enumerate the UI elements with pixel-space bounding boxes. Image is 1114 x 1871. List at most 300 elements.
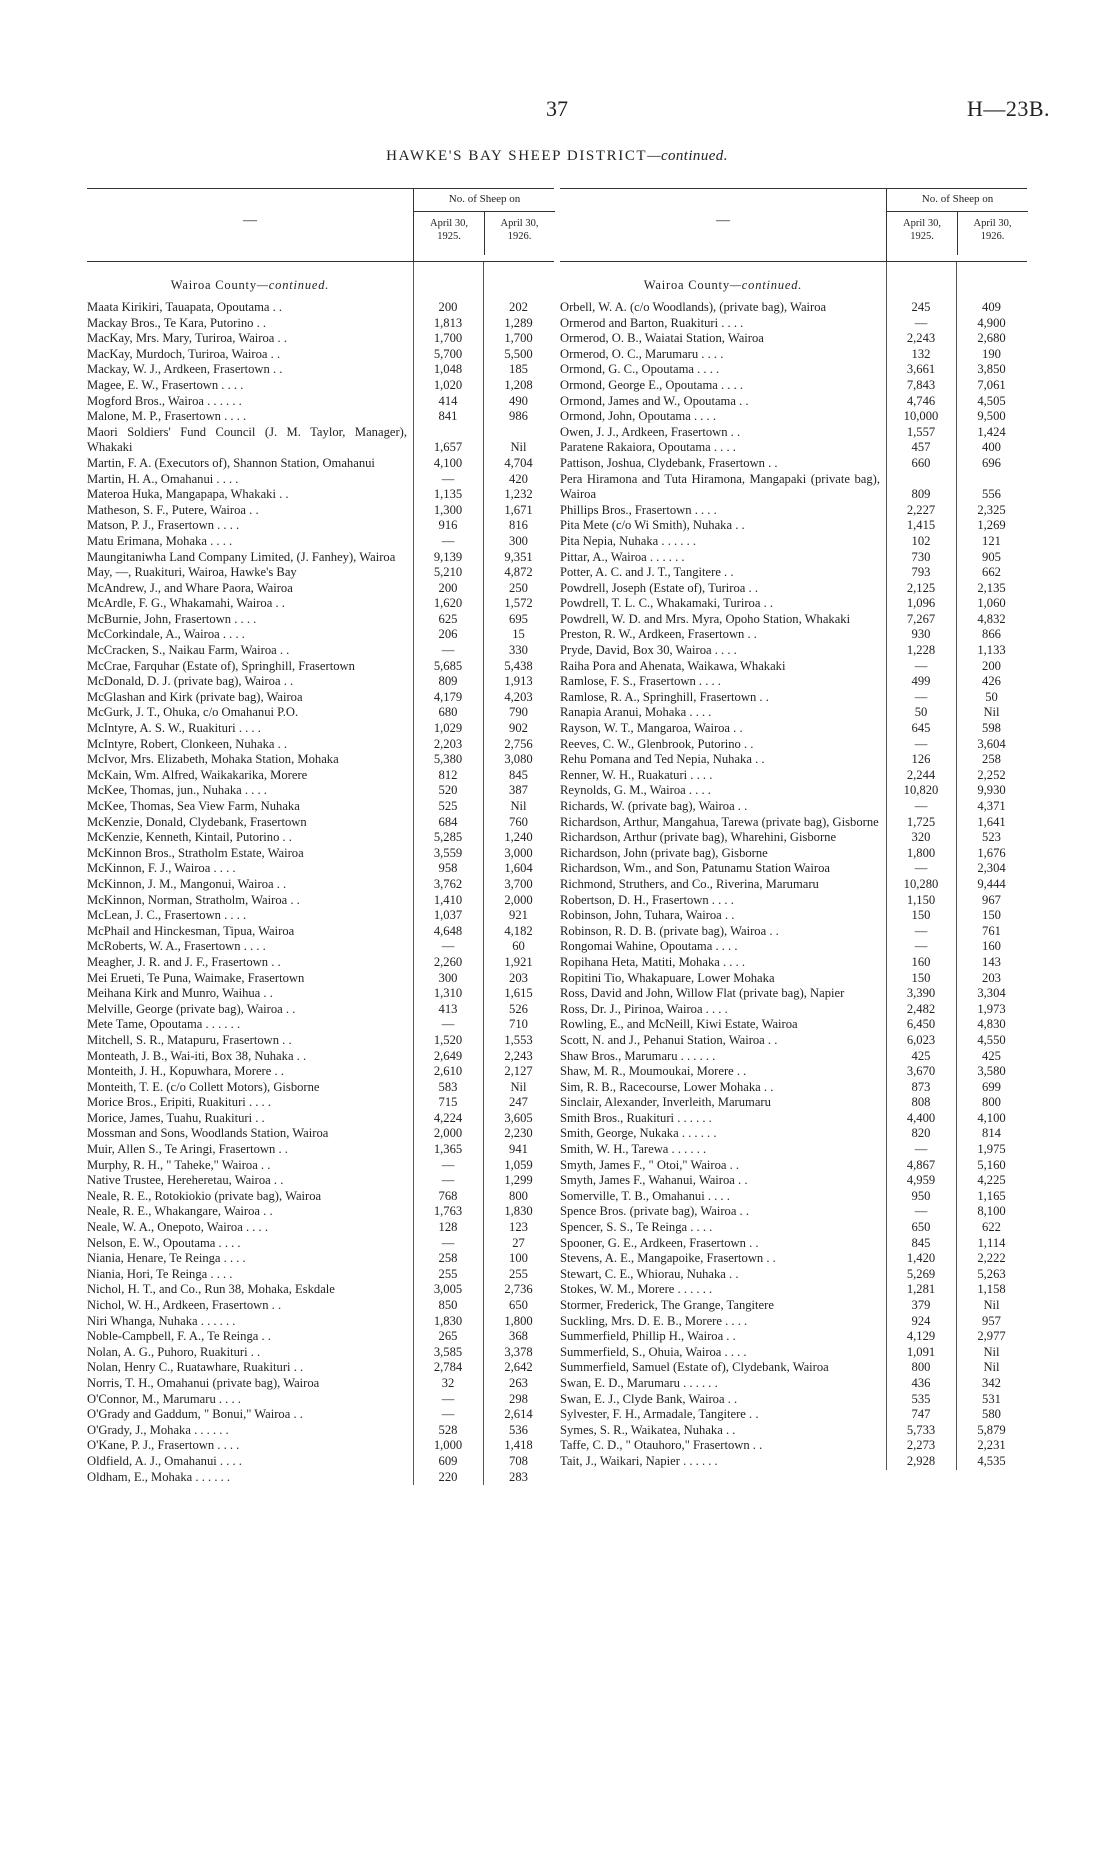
- header-name-column: —: [243, 213, 257, 228]
- sheep-1925-cell: 128: [438, 1220, 458, 1235]
- table-row: [87, 1017, 554, 1033]
- table-row: [87, 659, 554, 675]
- sheep-1925-cell: 5,380: [433, 752, 463, 767]
- sheep-1925-cell: 609: [438, 1453, 458, 1468]
- sheep-1926-cell: 4,872: [504, 565, 533, 580]
- sheep-1925-cell: —: [441, 1173, 455, 1188]
- sheep-1925-cell: 265: [438, 1329, 458, 1344]
- sheep-1925-cell: 2,243: [906, 331, 936, 346]
- sheep-1925-cell: 499: [911, 674, 931, 689]
- sheep-1925-cell: 2,649: [433, 1048, 463, 1063]
- sheep-1926-cell: 967: [982, 892, 1001, 907]
- table-row: [560, 721, 1027, 737]
- table-row: [87, 939, 554, 955]
- sheep-1926-cell: 1,700: [504, 331, 533, 346]
- table-row: [87, 550, 554, 566]
- owner-name-cell: McKenzie, Donald, Clydebank, Frasertown: [87, 814, 307, 829]
- sheep-1925-cell: 255: [438, 1266, 458, 1281]
- sheep-1926-cell: 298: [509, 1391, 528, 1406]
- table-row: [560, 425, 1027, 441]
- sheep-1926-cell: 2,230: [504, 1126, 533, 1141]
- table-body: [87, 262, 554, 1485]
- header-name-column: —: [716, 213, 730, 228]
- table-row: [87, 705, 554, 721]
- sheep-1926-cell: 921: [509, 908, 528, 923]
- sheep-1925-cell: —: [441, 939, 455, 954]
- sheep-1925-cell: 3,559: [433, 845, 463, 860]
- sheep-1926-cell: 1,289: [504, 315, 533, 330]
- sheep-1925-cell: —: [441, 1407, 455, 1422]
- sheep-1926-cell: 4,830: [977, 1017, 1006, 1032]
- header-group-title: No. of Sheep on: [448, 193, 521, 205]
- owner-name-cell: Oldfield, A. J., Omahanui . . . .: [87, 1453, 242, 1468]
- sheep-1925-cell: 4,959: [906, 1173, 936, 1188]
- sheep-1925-cell: 924: [911, 1313, 931, 1328]
- sheep-1925-cell: —: [441, 643, 455, 658]
- table-row: [87, 1345, 554, 1361]
- owner-name-cell: Martin, H. A., Omahanui . . . .: [87, 471, 239, 486]
- sheep-1925-cell: 1,830: [433, 1313, 463, 1328]
- table-row: [87, 893, 554, 909]
- sheep-1925-cell: 650: [911, 1220, 931, 1235]
- sheep-1925-cell: —: [914, 923, 928, 938]
- owner-name-cell: Murphy, R. H., " Taheke," Wairoa . .: [87, 1157, 271, 1172]
- sheep-1926-cell: 708: [509, 1453, 528, 1468]
- owner-name-cell: Swan, E. J., Clyde Bank, Wairoa . .: [560, 1391, 738, 1406]
- sheep-1926-cell: Nil: [510, 440, 527, 455]
- owner-name-cell: McRoberts, W. A., Frasertown . . . .: [87, 939, 266, 954]
- sheep-1926-cell: 4,203: [504, 689, 533, 704]
- sheep-1926-cell: 761: [982, 923, 1001, 938]
- table-row: [87, 518, 554, 534]
- table-row: [560, 1017, 1027, 1033]
- sheep-1926-cell: 1,572: [504, 596, 533, 611]
- sheep-1925-cell: 845: [911, 1235, 931, 1250]
- sheep-1926-cell: Nil: [983, 1298, 1000, 1312]
- table-row: [87, 1407, 554, 1423]
- owner-name-cell: Meagher, J. R. and J. F., Frasertown . .: [87, 954, 281, 969]
- table-row: [560, 1236, 1027, 1252]
- table-row: [87, 861, 554, 877]
- sheep-1926-cell: 342: [982, 1375, 1001, 1390]
- owner-name-cell: Neale, R. E., Rotokiokio (private bag), Wairoa: [87, 1188, 322, 1203]
- table-row: [87, 581, 554, 597]
- table-row: [560, 924, 1027, 940]
- sheep-1925-cell: 1,048: [433, 362, 463, 377]
- sheep-1925-cell: 5,700: [433, 346, 463, 361]
- sheep-1926-cell: 9,351: [504, 549, 533, 564]
- owner-name-cell: Richardson, John (private bag), Gisborne: [560, 845, 768, 860]
- header-col-1925: April 30, 1925.: [903, 218, 941, 242]
- owner-name-cell: Swan, E. D., Marumaru . . . . . .: [560, 1375, 718, 1390]
- sheep-1925-cell: —: [441, 1157, 455, 1172]
- table-row: [87, 1142, 554, 1158]
- sheep-1926-cell: 941: [509, 1142, 528, 1157]
- sheep-1925-cell: 258: [438, 1251, 458, 1266]
- table-row: [560, 674, 1027, 690]
- table-row: [560, 659, 1027, 675]
- table-row: [87, 316, 554, 332]
- table-row: [560, 643, 1027, 659]
- table-row: [87, 877, 554, 893]
- owner-name-cell: McAndrew, J., and Whare Paora, Wairoa: [87, 580, 293, 595]
- table-row: [87, 690, 554, 706]
- table-row: [87, 565, 554, 581]
- table-row: [560, 456, 1027, 472]
- table-row: [560, 1376, 1027, 1392]
- owner-name-cell: McDonald, D. J. (private bag), Wairoa . .: [87, 674, 294, 689]
- sheep-1925-cell: 3,005: [433, 1282, 463, 1297]
- title-text: HAWKE'S BAY SHEEP DISTRICT: [386, 148, 648, 164]
- sheep-1926-cell: 1,114: [977, 1235, 1006, 1250]
- owner-name-cell: McBurnie, John, Frasertown . . . .: [87, 611, 257, 626]
- table-row: [87, 472, 554, 488]
- table-row: [560, 690, 1027, 706]
- table-row: [560, 596, 1027, 612]
- table-header: [87, 188, 554, 262]
- table-row: [87, 378, 554, 394]
- owner-name-cell: Nichol, H. T., and Co., Run 38, Mohaka, Eskdale: [87, 1282, 335, 1297]
- sheep-1926-cell: 255: [509, 1266, 528, 1281]
- sheep-1926-cell: 1,208: [504, 377, 533, 392]
- sheep-1925-cell: 5,685: [433, 658, 463, 673]
- sheep-1925-cell: —: [441, 1235, 455, 1250]
- sheep-1926-cell: 2,614: [504, 1407, 533, 1422]
- owner-name-cell: Matu Erimana, Mohaka . . . .: [87, 533, 233, 548]
- sheep-1925-cell: 102: [911, 533, 931, 548]
- sheep-1925-cell: 132: [911, 346, 931, 361]
- sheep-1925-cell: 660: [911, 455, 931, 470]
- sheep-1925-cell: 457: [911, 440, 931, 455]
- sheep-1926-cell: 1,269: [977, 518, 1006, 533]
- owner-name-cell: McIntyre, Robert, Clonkeen, Nuhaka . .: [87, 736, 288, 751]
- sheep-1925-cell: 5,210: [433, 565, 463, 580]
- sheep-1926-cell: 250: [509, 580, 528, 595]
- sheep-1925-cell: 425: [911, 1048, 931, 1063]
- sheep-1926-cell: 5,879: [977, 1422, 1006, 1437]
- owner-name-cell: Shaw Bros., Marumaru . . . . . .: [560, 1048, 716, 1063]
- sheep-1925-cell: 525: [438, 799, 458, 813]
- sheep-1925-cell: 220: [438, 1469, 458, 1484]
- sheep-1925-cell: 2,244: [906, 767, 936, 782]
- owner-name-cell: Richardson, Arthur (private bag), Wharehini, Gisborne: [560, 830, 837, 845]
- sheep-1925-cell: 841: [438, 409, 458, 424]
- owner-name-cell: McIntyre, A. S. W., Ruakituri . . . .: [87, 721, 261, 736]
- owner-name-cell: McKee, Thomas, Sea View Farm, Nuhaka: [87, 799, 300, 813]
- sheep-1926-cell: 3,080: [504, 752, 533, 767]
- sheep-1925-cell: 812: [438, 767, 458, 782]
- owner-name-cell: Ormerod, O. C., Marumaru . . . .: [560, 346, 724, 361]
- owner-name-cell: Stevens, A. E., Mangapoike, Frasertown . .: [560, 1251, 776, 1266]
- sheep-1926-cell: 536: [509, 1422, 528, 1437]
- table-row: [560, 1002, 1027, 1018]
- sheep-1926-cell: 800: [982, 1095, 1001, 1110]
- owner-name-cell: Preston, R. W., Ardkeen, Frasertown . .: [560, 627, 757, 642]
- sheep-1926-cell: 5,438: [504, 658, 533, 673]
- owner-name-cell: McGurk, J. T., Ohuka, c/o Omahanui P.O.: [87, 705, 299, 720]
- sheep-1925-cell: 1,310: [433, 986, 463, 1001]
- table-row: [87, 737, 554, 753]
- owner-name-cell: Suckling, Mrs. D. E. B., Morere . . . .: [560, 1313, 748, 1328]
- table-row: [560, 1204, 1027, 1220]
- table-row: [560, 939, 1027, 955]
- table-row: [560, 1360, 1027, 1376]
- table-row: [560, 440, 1027, 456]
- owner-name-cell: Nelson, E. W., Opoutama . . . .: [87, 1235, 241, 1250]
- sheep-1926-cell: 816: [509, 518, 528, 533]
- owner-name-cell: McKenzie, Kenneth, Kintail, Putorino . .: [87, 830, 292, 845]
- owner-name-cell: Richardson, Wm., and Son, Patunamu Station Wairoa: [560, 861, 830, 876]
- table-row: [560, 737, 1027, 753]
- sheep-1926-cell: 121: [982, 533, 1001, 548]
- sheep-1925-cell: 1,620: [433, 596, 463, 611]
- table-row: [560, 518, 1027, 534]
- table-row: [87, 986, 554, 1002]
- owner-name-cell: Reeves, C. W., Glenbrook, Putorino . .: [560, 736, 754, 751]
- sheep-1926-cell: 1,424: [977, 424, 1006, 439]
- sheep-1926-cell: 790: [509, 705, 528, 720]
- sheep-1926-cell: 426: [982, 674, 1001, 689]
- sheep-1925-cell: 150: [911, 908, 931, 923]
- sheep-1925-cell: 645: [911, 721, 931, 736]
- sheep-1926-cell: 2,135: [977, 580, 1006, 595]
- table-row: [87, 1204, 554, 1220]
- table-row: [87, 971, 554, 987]
- sheep-1926-cell: 368: [509, 1329, 528, 1344]
- sheep-1925-cell: 680: [438, 705, 458, 720]
- sheep-1926-cell: 425: [982, 1048, 1001, 1063]
- sheep-1926-cell: 300: [509, 533, 528, 548]
- table-row: [560, 846, 1027, 862]
- owner-name-cell: Monteath, J. B., Wai-iti, Box 38, Nuhaka . .: [87, 1048, 307, 1063]
- owner-name-cell: McKinnon, Norman, Stratholm, Wairoa . .: [87, 892, 300, 907]
- sheep-1925-cell: 3,762: [433, 876, 463, 891]
- owner-name-cell: Richmond, Struthers, and Co., Riverina, Marumaru: [560, 876, 819, 891]
- owner-name-cell: Ross, Dr. J., Pirinoa, Wairoa . . . .: [560, 1001, 728, 1016]
- sheep-1926-cell: 143: [982, 954, 1001, 969]
- table-row: [560, 705, 1027, 721]
- sheep-1926-cell: Nil: [983, 705, 1000, 720]
- table-row: [560, 1329, 1027, 1345]
- table-row: [87, 1080, 554, 1096]
- owner-name-cell: Nolan, Henry C., Ruatawhare, Ruakituri . .: [87, 1360, 304, 1375]
- owner-name-cell: Niania, Henare, Te Reinga . . . .: [87, 1251, 246, 1266]
- sheep-1926-cell: 662: [982, 565, 1001, 580]
- owner-name-cell: Oldham, E., Mohaka . . . . . .: [87, 1469, 231, 1484]
- sheep-1926-cell: 902: [509, 721, 528, 736]
- owner-name-cell: Smith, W. H., Tarewa . . . . . .: [560, 1142, 707, 1157]
- owner-name-cell: McGlashan and Kirk (private bag), Wairoa: [87, 689, 303, 704]
- owner-name-cell: McKain, Wm. Alfred, Waikakarika, Morere: [87, 767, 308, 782]
- table-row: [87, 1282, 554, 1298]
- table-row: [560, 752, 1027, 768]
- sheep-1926-cell: 185: [509, 362, 528, 377]
- sheep-1926-cell: 200: [982, 658, 1001, 673]
- sheep-1926-cell: 8,100: [977, 1204, 1006, 1219]
- owner-name-cell: Nichol, W. H., Ardkeen, Frasertown . .: [87, 1298, 282, 1312]
- sheep-1926-cell: 1,975: [977, 1142, 1006, 1157]
- sheep-1926-cell: 3,700: [504, 876, 533, 891]
- sheep-1926-cell: 580: [982, 1407, 1001, 1422]
- sheep-1926-cell: 9,500: [977, 409, 1006, 424]
- sheep-1925-cell: 5,285: [433, 830, 463, 845]
- sheep-1925-cell: 126: [911, 752, 931, 767]
- sheep-1926-cell: 2,680: [977, 331, 1006, 346]
- sheep-1926-cell: 400: [982, 440, 1001, 455]
- table-row: [560, 1173, 1027, 1189]
- sheep-1926-cell: 696: [982, 455, 1001, 470]
- sheep-1925-cell: 1,420: [906, 1251, 936, 1266]
- owner-name-cell: Magee, E. W., Frasertown . . . .: [87, 377, 244, 392]
- table-row: [560, 861, 1027, 877]
- owner-name-cell: Noble-Campbell, F. A., Te Reinga . .: [87, 1329, 271, 1344]
- table-row: [87, 783, 554, 799]
- table-row: [87, 752, 554, 768]
- sheep-1925-cell: 10,280: [903, 876, 939, 891]
- sheep-1925-cell: 1,281: [906, 1282, 936, 1297]
- sheep-1926-cell: 986: [509, 409, 528, 424]
- table-row: [560, 300, 1027, 316]
- sheep-1926-cell: 202: [509, 300, 528, 314]
- sheep-1926-cell: 1,553: [504, 1032, 533, 1047]
- sheep-1925-cell: 4,648: [433, 923, 463, 938]
- sheep-1926-cell: 2,231: [977, 1438, 1006, 1453]
- owner-name-cell: Native Trustee, Hereheretau, Wairoa . .: [87, 1173, 284, 1188]
- sheep-1925-cell: 4,224: [433, 1110, 463, 1125]
- table-row: [87, 394, 554, 410]
- owner-name-cell: Rongomai Wahine, Opoutama . . . .: [560, 939, 738, 954]
- sheep-1926-cell: 3,605: [504, 1110, 533, 1125]
- table-row: [560, 347, 1027, 363]
- sheep-1925-cell: 300: [438, 970, 458, 985]
- table-row: [87, 503, 554, 519]
- sheep-1925-cell: 150: [911, 970, 931, 985]
- sheep-1925-cell: 379: [911, 1298, 931, 1312]
- table-row: [560, 1314, 1027, 1330]
- owner-name-cell: Ranapia Aranui, Mohaka . . . .: [560, 705, 712, 720]
- owner-name-cell: Mossman and Sons, Woodlands Station, Wairoa: [87, 1126, 329, 1141]
- sheep-1926-cell: 123: [509, 1220, 528, 1235]
- sheep-1925-cell: 583: [438, 1079, 458, 1094]
- owner-name-cell: McKinnon, J. M., Mangonui, Wairoa . .: [87, 876, 287, 891]
- sheep-1926-cell: 3,378: [504, 1344, 533, 1359]
- sheep-1925-cell: 200: [438, 580, 458, 595]
- table-row: [87, 1158, 554, 1174]
- sheep-1926-cell: 1,615: [504, 986, 533, 1001]
- owner-name-cell: McKinnon, F. J., Wairoa . . . .: [87, 861, 236, 876]
- sheep-1925-cell: 436: [911, 1375, 931, 1390]
- sheep-1926-cell: 2,642: [504, 1360, 533, 1375]
- sheep-1926-cell: 2,127: [504, 1064, 533, 1079]
- sheep-1926-cell: 283: [509, 1469, 528, 1484]
- sheep-1925-cell: 200: [438, 300, 458, 314]
- table-row: [87, 456, 554, 472]
- sheep-1926-cell: 4,704: [504, 455, 533, 470]
- county-heading: Wairoa County—continued.: [643, 278, 803, 292]
- sheep-1925-cell: 9,139: [433, 549, 463, 564]
- sheep-1926-cell: Nil: [983, 1360, 1000, 1375]
- sheep-1925-cell: 4,179: [433, 689, 463, 704]
- table-row: [87, 1220, 554, 1236]
- sheep-1925-cell: —: [914, 658, 928, 673]
- sheep-1925-cell: 4,867: [906, 1157, 936, 1172]
- sheep-1926-cell: 1,133: [977, 643, 1006, 658]
- owner-name-cell: McCracken, S., Naikau Farm, Wairoa . .: [87, 643, 290, 658]
- owner-name-cell: Monteith, T. E. (c/o Collett Motors), Gisborne: [87, 1079, 320, 1094]
- owner-name-cell: McIvor, Mrs. Elizabeth, Mohaka Station, Mohaka: [87, 752, 339, 767]
- sheep-1926-cell: 523: [982, 830, 1001, 845]
- sheep-1925-cell: 1,000: [433, 1438, 463, 1453]
- table-row: [87, 1267, 554, 1283]
- owner-name-cell: Ropitini Tio, Whakapuare, Lower Mohaka: [560, 970, 775, 985]
- sheep-1925-cell: 1,410: [433, 892, 463, 907]
- owner-name-cell: Maori Soldiers' Fund Council (J. M. Taylor, Manager), Whakaki: [87, 424, 407, 455]
- table-row: [87, 1064, 554, 1080]
- table-row: [87, 487, 554, 503]
- sheep-1926-cell: 2,977: [977, 1329, 1006, 1344]
- owner-name-cell: Sylvester, F. H., Armadale, Tangitere . .: [560, 1407, 759, 1422]
- owner-name-cell: Summerfield, Samuel (Estate of), Clydebank, Wairoa: [560, 1360, 829, 1375]
- table-row: [87, 846, 554, 862]
- table-row: [87, 596, 554, 612]
- table-row: [87, 1126, 554, 1142]
- sheep-1926-cell: 263: [509, 1375, 528, 1390]
- owner-name-cell: Powdrell, Joseph (Estate of), Turiroa . .: [560, 580, 758, 595]
- sheep-1925-cell: 2,000: [433, 1126, 463, 1141]
- sheep-1926-cell: 1,059: [504, 1157, 533, 1172]
- sheep-1925-cell: 2,273: [906, 1438, 936, 1453]
- sheep-1925-cell: 808: [911, 1095, 931, 1110]
- table-row: [560, 877, 1027, 893]
- sheep-1926-cell: 1,165: [977, 1188, 1006, 1203]
- header-group-title: No. of Sheep on: [921, 193, 994, 205]
- sheep-1925-cell: —: [914, 689, 928, 704]
- sheep-1926-cell: 2,756: [504, 736, 533, 751]
- sheep-1925-cell: 2,227: [906, 502, 936, 517]
- table-row: [87, 1049, 554, 1065]
- sheep-1925-cell: 800: [911, 1360, 931, 1375]
- table-row: [560, 1033, 1027, 1049]
- sheep-1926-cell: 1,641: [977, 814, 1006, 829]
- table-row: [87, 1423, 554, 1439]
- sheep-1926-cell: 27: [512, 1235, 525, 1250]
- table-row: [87, 534, 554, 550]
- owner-name-cell: Monteith, J. H., Kopuwhara, Morere . .: [87, 1064, 284, 1079]
- sheep-1925-cell: 958: [438, 861, 458, 876]
- sheep-1926-cell: 905: [982, 549, 1001, 564]
- sheep-1926-cell: 622: [982, 1220, 1001, 1235]
- sheep-1926-cell: 4,900: [977, 315, 1006, 330]
- sheep-1925-cell: 2,260: [433, 954, 463, 969]
- sheep-1925-cell: 809: [911, 487, 931, 502]
- sheep-1926-cell: 1,060: [977, 596, 1006, 611]
- sheep-1926-cell: 1,299: [504, 1173, 533, 1188]
- sheep-1926-cell: 7,061: [977, 377, 1006, 392]
- owner-name-cell: Mitchell, S. R., Matapuru, Frasertown . .: [87, 1032, 292, 1047]
- table-row: [560, 550, 1027, 566]
- table-row: [87, 1095, 554, 1111]
- owner-name-cell: McPhail and Hinckesman, Tipua, Wairoa: [87, 923, 295, 938]
- table-row: [87, 1111, 554, 1127]
- sheep-1925-cell: 684: [438, 814, 458, 829]
- sheep-1925-cell: 50: [914, 705, 928, 720]
- owner-name-cell: Sim, R. B., Racecourse, Lower Mohaka . .: [560, 1079, 774, 1094]
- sheep-1926-cell: 1,232: [504, 487, 533, 502]
- table-row: [560, 815, 1027, 831]
- table-row: [87, 799, 554, 815]
- owner-name-cell: McCorkindale, A., Wairoa . . . .: [87, 627, 245, 642]
- sheep-1925-cell: 206: [438, 627, 458, 642]
